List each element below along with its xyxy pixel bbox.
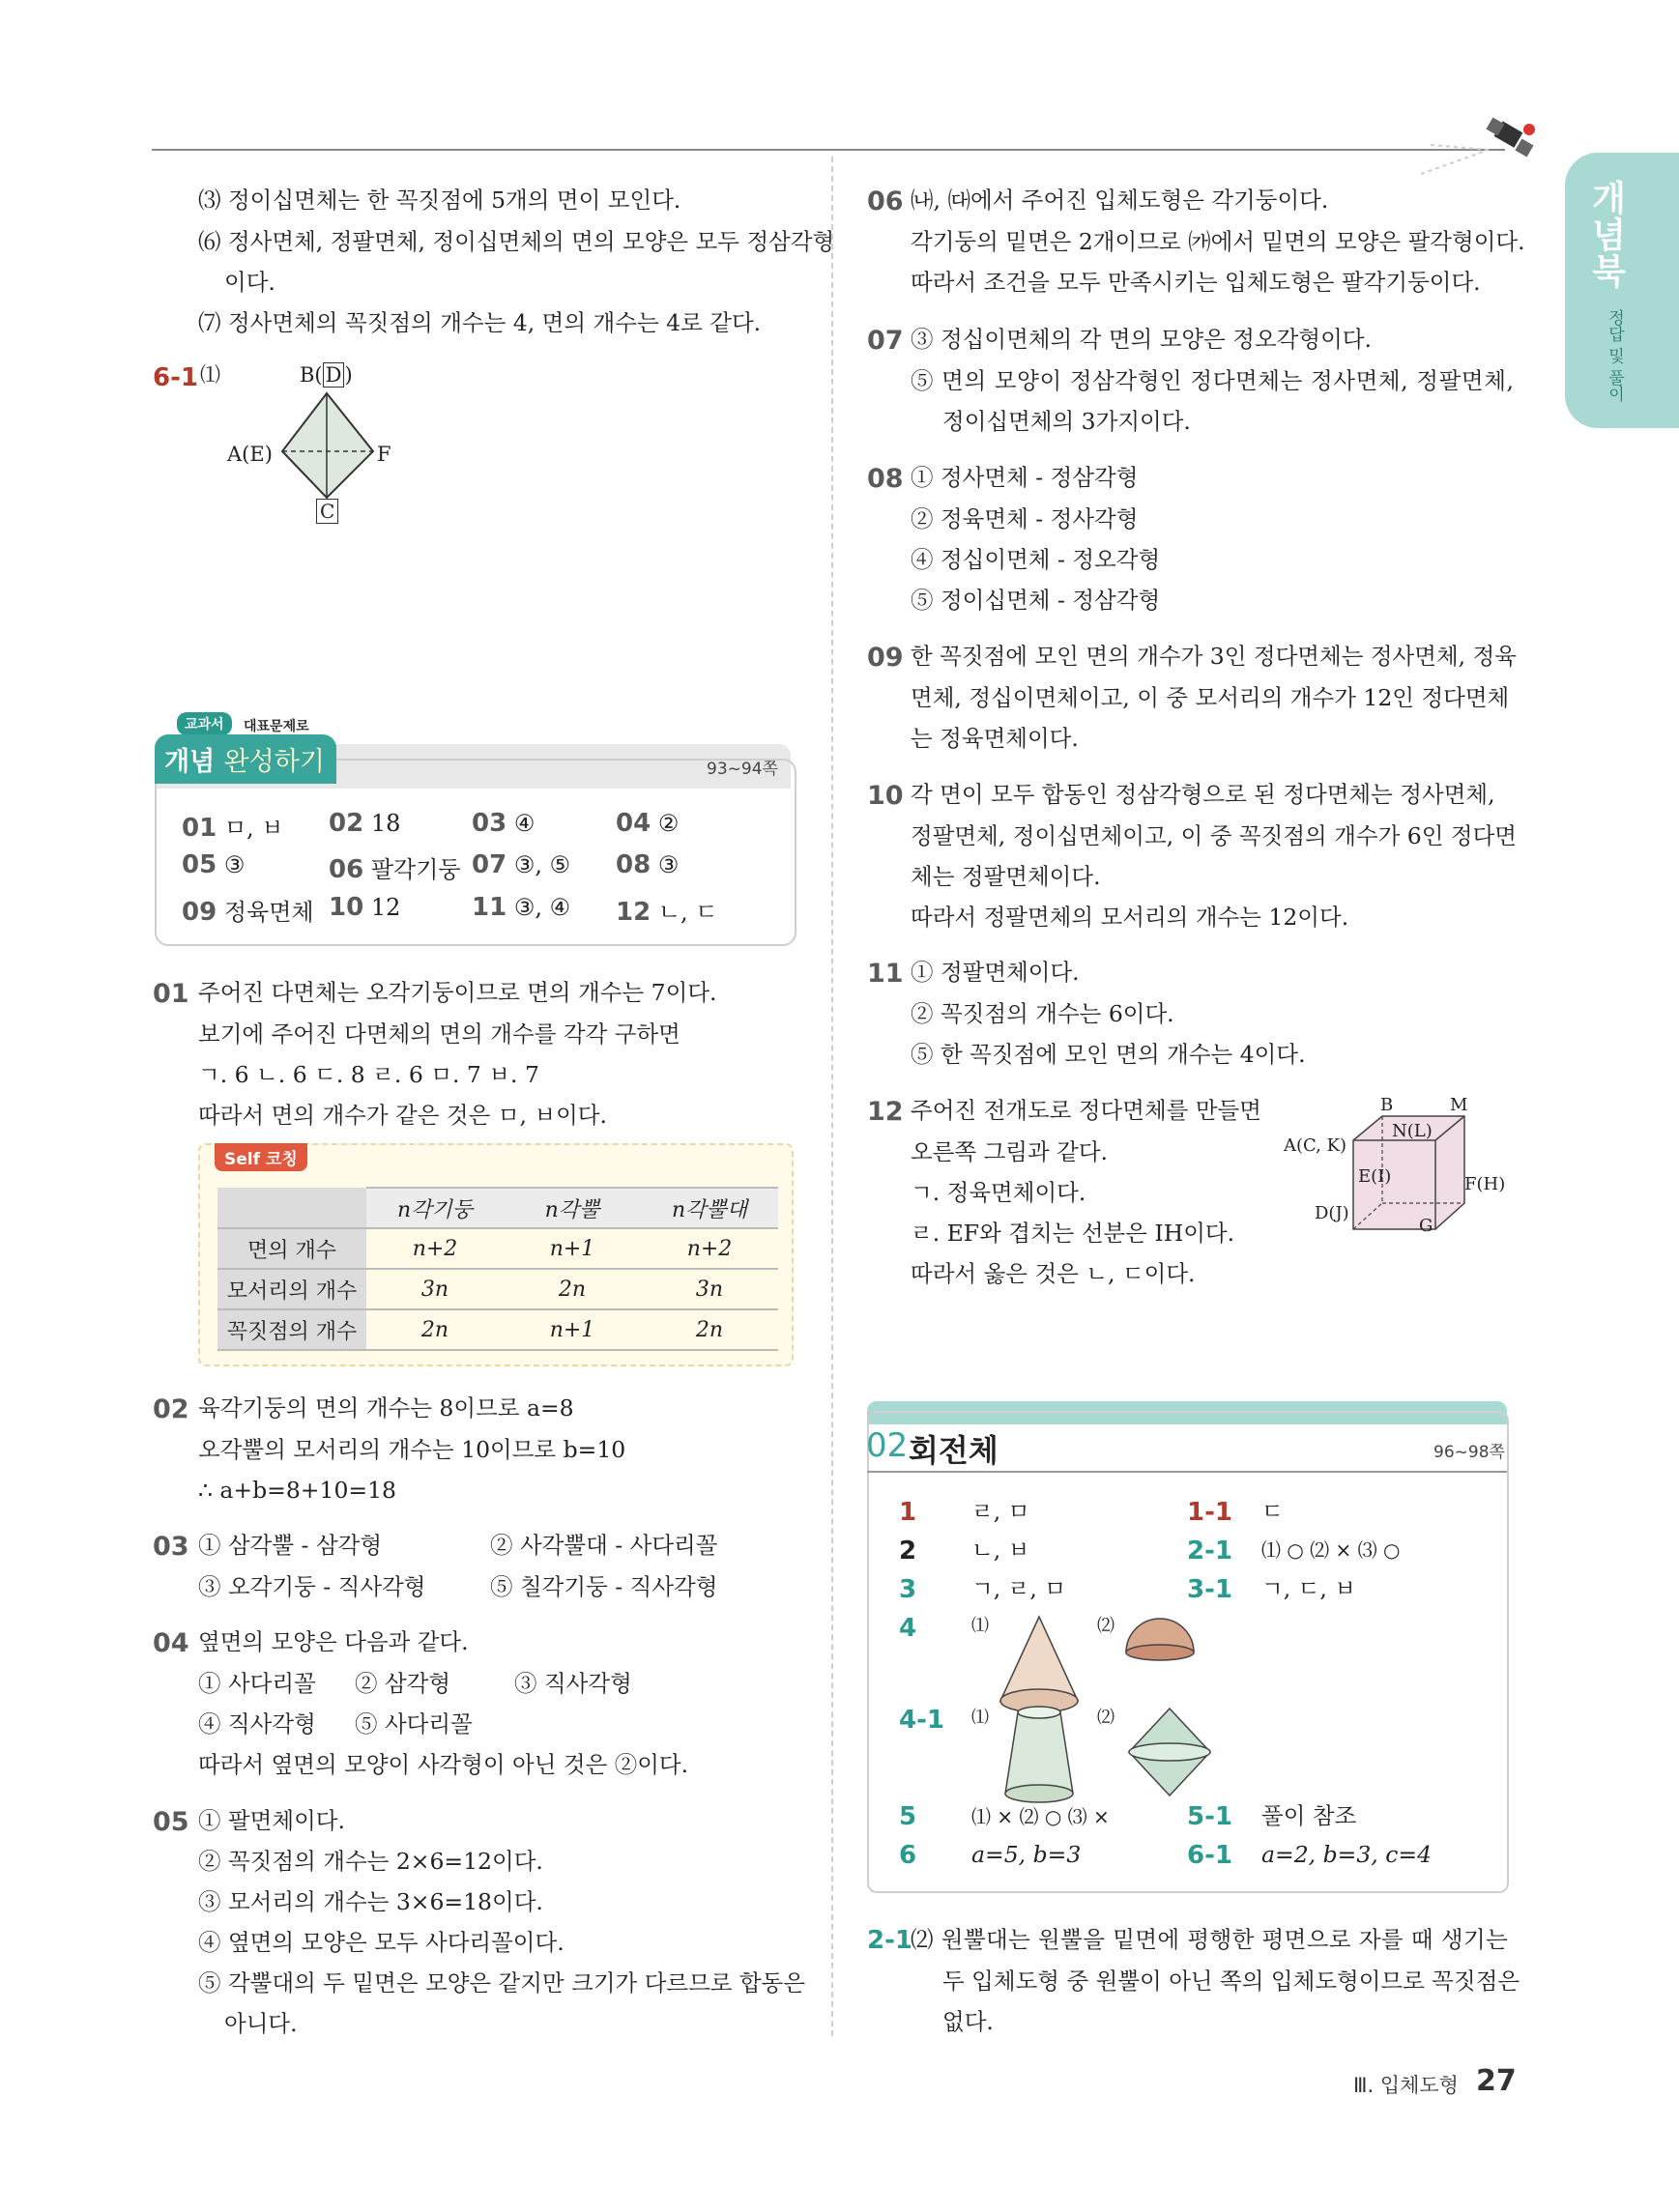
problem-number: 5 [899, 1802, 917, 1831]
text-line: 옆면의 모양은 다음과 같다. [198, 1628, 469, 1655]
page-number: 27 [1476, 2064, 1517, 2098]
answer: 풀이 참조 [1261, 1802, 1357, 1829]
text-line: ② 꼭짓점의 개수는 2×6=12이다. [198, 1848, 543, 1875]
problem-number: 1 [899, 1498, 917, 1527]
text-line: ① 사다리꼴 [198, 1670, 316, 1697]
text-line: ⑹ 정사면체, 정팔면체, 정이십면체의 면의 모양은 모두 정삼각형 [198, 228, 835, 255]
text-line: 면체, 정십이면체이고, 이 중 모서리의 개수가 12인 정다면체 [911, 684, 1510, 711]
text-line: ② 삼각형 [355, 1670, 451, 1697]
badge: 교과서 [177, 712, 232, 735]
satellite-icon [1421, 106, 1556, 184]
text-line: ② 정육면체 - 정사각형 [911, 505, 1139, 532]
answer-item: 07 ③, ⑤ [472, 850, 571, 879]
answer-item: 04 ② [616, 809, 680, 838]
text-line: 따라서 정팔면체의 모서리의 개수는 12이다. [911, 904, 1349, 931]
text-line: ⑤ 각뿔대의 두 밑면은 모양은 같지만 크기가 다르므로 합동은 [198, 1969, 806, 1997]
text-line: 보기에 주어진 다면체의 면의 개수를 각각 구하면 [198, 1020, 680, 1048]
answer-item: 05 ③ [182, 850, 246, 879]
answer-item: 08 ③ [616, 850, 680, 879]
table-header: n각뿔대 [641, 1188, 778, 1228]
text-line: ㄹ. EF와 겹치는 선분은 IH이다. [911, 1220, 1235, 1247]
label-c: C [316, 499, 338, 524]
table-cell: 2n [641, 1309, 778, 1350]
header-rule [152, 149, 1505, 151]
question-number: 12 [867, 1097, 904, 1127]
text-line: ③ 모서리의 개수는 3×6=18이다. [198, 1888, 543, 1915]
text-line: 따라서 옆면의 모양이 사각형이 아닌 것은 ②이다. [198, 1751, 689, 1778]
problem-number: 3-1 [1187, 1575, 1232, 1604]
question-number: 07 [867, 326, 904, 356]
table-cell: 2n [504, 1269, 641, 1309]
table-header: n각기둥 [366, 1188, 504, 1228]
text-line: 정이십면체의 3가지이다. [942, 408, 1191, 435]
question-number: 04 [153, 1628, 189, 1658]
table-cell: 3n [641, 1269, 778, 1309]
question-number: 09 [867, 643, 904, 673]
coaching-label: Self 코칭 [215, 1143, 307, 1171]
cube-label: F(H) [1464, 1174, 1506, 1194]
problem-number: 6-1 [153, 363, 198, 392]
answer: ⑴ × ⑵ ○ ⑶ × [971, 1805, 1110, 1828]
answer: ㄴ, ㅂ [971, 1537, 1030, 1564]
text-line: 따라서 면의 개수가 같은 것은 ㅁ, ㅂ이다. [198, 1102, 607, 1129]
text-line: ⑤ 정이십면체 - 정삼각형 [911, 587, 1161, 614]
answer-item: 12 ㄴ, ㄷ [616, 898, 718, 927]
question-number: 01 [153, 979, 189, 1009]
text-line: 오른쪽 그림과 같다. [911, 1138, 1109, 1165]
tab-title: 개념북 [1586, 180, 1626, 290]
cube-label: M [1450, 1095, 1468, 1115]
frustum-diagram [1000, 1701, 1078, 1807]
hemisphere-diagram [1121, 1612, 1199, 1670]
problem-number: 2-1 [1187, 1537, 1232, 1566]
sub-label: ⑴ [971, 1616, 989, 1636]
text-line: 체는 정팔면체이다. [911, 863, 1101, 890]
table-cell: n+2 [366, 1228, 504, 1269]
text-line: ⑵ 원뿔대는 원뿔을 밑면에 평행한 평면으로 자를 때 생기는 [911, 1926, 1509, 1953]
answer-item: 09 정육면체 [182, 898, 314, 927]
sub-label: ⑴ [200, 363, 220, 387]
problem-number: 2-1 [867, 1926, 912, 1955]
answer: ㄷ [1261, 1498, 1284, 1525]
text-line: 정팔면체, 정이십면체이고, 이 중 꼭짓점의 개수가 6인 정다면 [911, 822, 1518, 849]
text-line: 는 정육면체이다. [911, 725, 1079, 752]
sub-label: ⑵ [1097, 1708, 1115, 1728]
answer: a=2, b=3, c=4 [1261, 1841, 1433, 1868]
text-line: ① 정사면체 - 정삼각형 [911, 464, 1139, 491]
label-f: F [377, 443, 391, 466]
label-d: D [323, 362, 345, 388]
label-b: B( [300, 363, 323, 387]
text-line: ② 꼭짓점의 개수는 6이다. [911, 1000, 1174, 1027]
problem-number: 2 [899, 1537, 917, 1566]
text-line: ㄱ. 정육면체이다. [911, 1179, 1086, 1206]
answer: ㄹ, ㅁ [971, 1498, 1030, 1525]
cube-label: E(I) [1358, 1166, 1392, 1187]
answer-item: 10 12 [329, 893, 401, 922]
problem-number: 6-1 [1187, 1841, 1232, 1870]
answer-item: 06 팔각기둥 [329, 855, 461, 884]
answer-item: 02 18 [329, 809, 401, 838]
table-cell: n+1 [504, 1309, 641, 1350]
cube-label: N(L) [1392, 1121, 1433, 1141]
question-number: 06 [867, 187, 904, 216]
row-header: 모서리의 개수 [217, 1269, 366, 1309]
text-line: ③ 직사각형 [514, 1670, 632, 1697]
table-cell: 3n [366, 1269, 504, 1309]
text-line: ⑤ 한 꼭짓점에 모인 면의 개수는 4이다. [911, 1041, 1306, 1068]
cube-label: D(J) [1315, 1203, 1349, 1223]
text-line: 육각기둥의 면의 개수는 8이므로 a=8 [198, 1394, 574, 1422]
answer: ㄱ, ㄷ, ㅂ [1261, 1575, 1356, 1602]
text-line: ④ 정십이면체 - 정오각형 [911, 546, 1161, 573]
question-number: 05 [153, 1807, 189, 1837]
text-line: ㈏, ㈐에서 주어진 입체도형은 각기둥이다. [911, 187, 1329, 214]
box-title-2: 완성하기 [223, 747, 325, 777]
text-line: ④ 직사각형 [198, 1710, 316, 1738]
problem-number: 6 [899, 1841, 917, 1870]
label-a: A(E) [227, 443, 273, 466]
box-title-1: 개념 [164, 747, 216, 777]
text-line: ③ 정십이면체의 각 면의 모양은 정오각형이다. [911, 326, 1372, 353]
text-line: 두 입체도형 중 원뿔이 아닌 쪽의 입체도형이므로 꼭짓점은 [942, 1968, 1520, 1995]
question-number: 02 [153, 1394, 189, 1424]
question-number: 11 [867, 959, 904, 989]
answer-item: 11 ③, ④ [472, 893, 571, 922]
page-range: 93~94쪽 [707, 760, 778, 779]
text-line: 각기둥의 밑면은 2개이므로 ㈎에서 밑면의 모양은 팔각형이다. [911, 228, 1525, 255]
cube-label: A(C, K) [1284, 1135, 1347, 1156]
text-line: ⑤ 사다리꼴 [355, 1710, 473, 1738]
text-line: 아니다. [224, 2010, 298, 2037]
text-line: ① 정팔면체이다. [911, 959, 1080, 986]
text-line: ∴ a+b=8+10=18 [198, 1477, 396, 1504]
problem-number: 3 [899, 1575, 917, 1604]
text-line: ① 팔면체이다. [198, 1807, 345, 1834]
question-number: 03 [153, 1532, 189, 1562]
text-line: ⑤ 칠각기둥 - 직사각형 [490, 1573, 718, 1600]
answer: a=5, b=3 [971, 1841, 1082, 1868]
text-line: ⑤ 면의 모양이 정삼각형인 정다면체는 정사면체, 정팔면체, [911, 367, 1515, 394]
tab-subtitle: 정답 및 풀이 [1605, 309, 1624, 402]
question-number: 10 [867, 781, 904, 811]
cube-label: G [1419, 1216, 1433, 1236]
text-line: ③ 오각기둥 - 직사각형 [198, 1573, 426, 1600]
text-line: ⑶ 정이십면체는 한 꼭짓점에 5개의 면이 모인다. [198, 187, 681, 214]
section-rule [867, 1471, 1507, 1473]
badge-caption: 대표문제로 [244, 719, 309, 734]
text-line: ⑺ 정사면체의 꼭짓점의 개수는 4, 면의 개수는 4로 같다. [198, 309, 762, 336]
problem-number: 4 [899, 1614, 917, 1643]
text-line: 이다. [224, 269, 275, 296]
answer-item: 01 ㅁ, ㅂ [182, 814, 284, 843]
text-line: 주어진 다면체는 오각기둥이므로 면의 개수는 7이다. [198, 979, 717, 1006]
row-header: 면의 개수 [217, 1228, 366, 1269]
text-line: 따라서 조건을 모두 만족시키는 입체도형은 팔각기둥이다. [911, 269, 1481, 296]
sub-label: ⑵ [1097, 1616, 1115, 1636]
formula-table [217, 1187, 778, 1351]
table-cell: n+2 [641, 1228, 778, 1269]
text-line: 없다. [942, 2008, 994, 2035]
table-header: n각뿔 [504, 1188, 641, 1228]
problem-number: 1-1 [1187, 1498, 1232, 1527]
answer: ㄱ, ㄹ, ㅁ [971, 1575, 1066, 1602]
text-line: 한 꼭짓점에 모인 면의 개수가 3인 정다면체는 정사면체, 정육 [911, 643, 1518, 670]
box-title [155, 734, 336, 784]
text-line: ④ 옆면의 모양은 모두 사다리꼴이다. [198, 1929, 564, 1956]
text-line: ① 삼각뿔 - 삼각형 [198, 1532, 383, 1559]
table-cell: 2n [366, 1309, 504, 1350]
answer-item: 03 ④ [472, 809, 536, 838]
text-line: ② 사각뿔대 - 사다리꼴 [490, 1532, 718, 1559]
section-title: 회전체 [909, 1432, 999, 1469]
text-line: 각 면이 모두 합동인 정삼각형으로 된 정다면체는 정사면체, [911, 781, 1495, 808]
problem-number: 5-1 [1187, 1802, 1232, 1831]
text-line: 주어진 전개도로 정다면체를 만들면 [911, 1097, 1261, 1124]
section-number: 02 [866, 1426, 909, 1465]
answer: ⑴ ○ ⑵ × ⑶ ○ [1261, 1538, 1401, 1562]
page-range: 96~98쪽 [1433, 1443, 1505, 1462]
label-b-end: ) [344, 363, 353, 387]
text-line: 오각뿔의 모서리의 개수는 10이므로 b=10 [198, 1436, 626, 1463]
text-line: ㄱ. 6 ㄴ. 6 ㄷ. 8 ㄹ. 6 ㅁ. 7 ㅂ. 7 [198, 1061, 539, 1088]
chapter-label: Ⅲ. 입체도형 [1353, 2074, 1459, 2097]
row-header: 꼭짓점의 개수 [217, 1309, 366, 1350]
table-cell: n+1 [504, 1228, 641, 1269]
sub-label: ⑴ [971, 1708, 989, 1728]
column-divider [831, 157, 833, 2036]
question-number: 08 [867, 464, 904, 494]
problem-number: 4-1 [899, 1706, 944, 1735]
cube-label: B [1380, 1095, 1394, 1115]
text-line: 따라서 옳은 것은 ㄴ, ㄷ이다. [911, 1260, 1196, 1287]
double-cone-diagram [1121, 1706, 1218, 1802]
